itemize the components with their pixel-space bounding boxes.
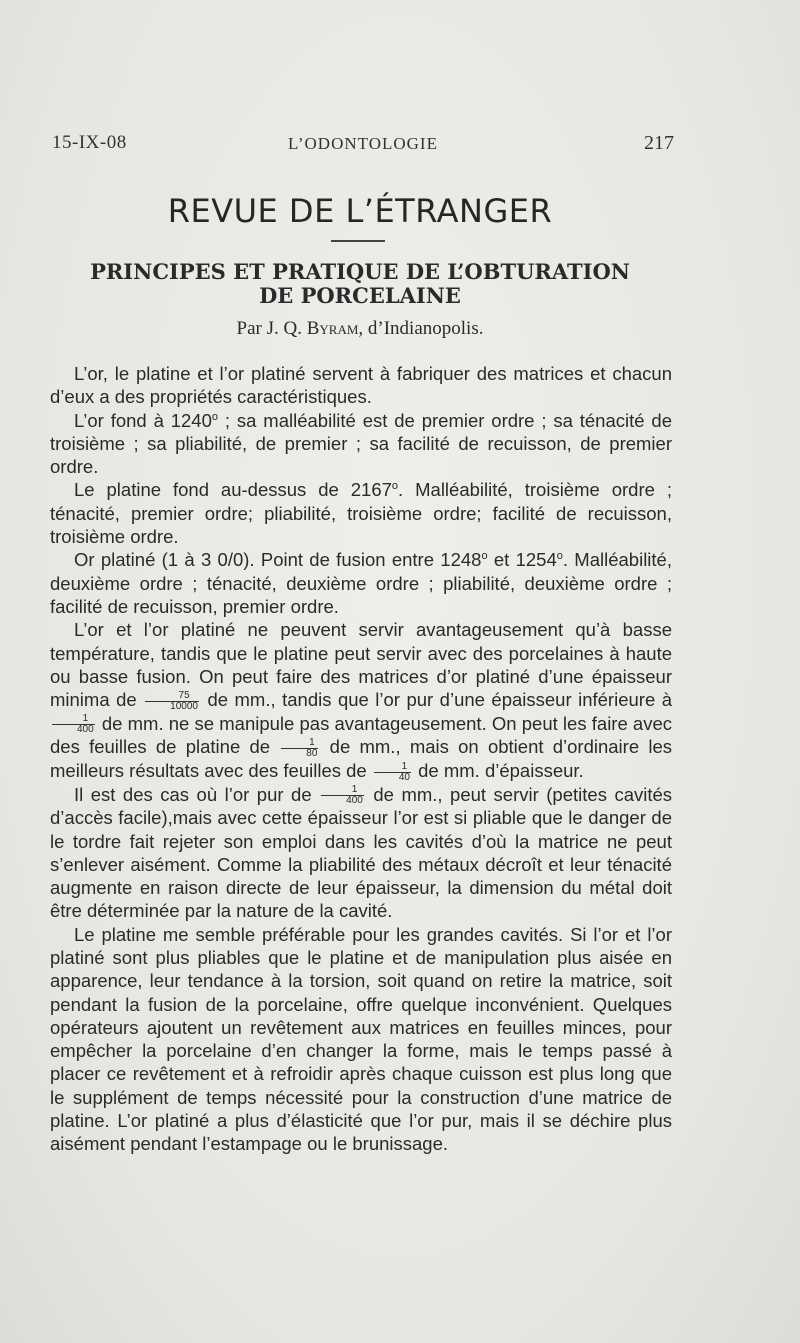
running-header bbox=[52, 132, 674, 162]
title-rule bbox=[331, 240, 385, 242]
text-run: de mm., tandis que l’or pur d’une épaisseur inférieure à bbox=[207, 689, 673, 711]
degree-mark: o bbox=[481, 550, 488, 563]
text-run: de mm. d’épaisseur. bbox=[418, 759, 584, 781]
fraction bbox=[321, 785, 364, 806]
page-number: 217 bbox=[644, 132, 674, 154]
numerator: 1 bbox=[281, 738, 318, 749]
paragraph-2 bbox=[50, 409, 672, 479]
paragraph-7: Le platine me semble préférable pour les grandes cavités. Si l’or et l’or platiné sont plus pliables que le platine et de manipulation plus aisée en apparence, leur tendance à la torsion, soit quand on retire la matrice, soit pendant la fusion de la porcelaine, offre quelque inconvénient. Quelques opérateurs ajoutent un revêtement aux matrices en feuilles minces, pour empêcher la porcelaine d’en changer la forme, mais le temps passé à placer ce revêtement et à refroidir après chaque cuisson est plus long que le supplément de temps nécessité pour la construction d’une matrice de platine. L’or platiné a plus d’élasticité que l’or pur, mais il se déchire plus aisément pendant l’estampage ou le brunissage. bbox=[50, 923, 672, 1155]
fraction bbox=[145, 691, 199, 712]
byline-author: Byram bbox=[306, 318, 359, 339]
denominator: 80 bbox=[306, 747, 318, 759]
text-run: de mm., peut servir (petites cavités d’accès facile),mais avec cette épaisseur l’or est si pliable que le danger de le tordre fait rejeter son emploi dans les cavités d’où la matrice ne peut s’enlever aisément. Comme la pliabilité des métaux décroît et leur ténacité augmente en raison directe de leur épaisseur, la dimension du métal doit être déterminée par la nature de la cavité. bbox=[50, 783, 673, 922]
article-title-line-1: PRINCIPES ET PRATIQUE DE L’OBTURATION bbox=[90, 259, 630, 284]
text-run: ; sa malléabilité est de premier ordre ; sa ténacité de troisième ; sa pliabilité, de premier ; sa facilité de recuisson, de premier ordre. bbox=[50, 409, 672, 478]
fraction bbox=[281, 738, 318, 759]
text-run: et 1254 bbox=[487, 549, 557, 571]
text-run: Le platine fond au-dessus de 2167 bbox=[74, 479, 392, 501]
text-run: Or platiné (1 à 3 0/0). Point de fusion entre 1248 bbox=[74, 549, 482, 571]
article-title-line-2: DE PORCELAINE bbox=[259, 283, 461, 308]
denominator: 400 bbox=[77, 724, 94, 736]
numerator: 1 bbox=[52, 714, 95, 725]
degree-mark: o bbox=[211, 410, 219, 423]
article-title bbox=[40, 260, 680, 308]
denominator: 400 bbox=[346, 795, 363, 807]
paragraph-3 bbox=[50, 478, 672, 548]
numerator: 1 bbox=[374, 762, 411, 773]
journal-title: L’ODONTOLOGIE bbox=[288, 134, 438, 153]
numerator: 1 bbox=[321, 785, 364, 796]
text-run: . Malléabilité, troisième ordre ; ténacité, premier ordre; pliabilité, troisième ordre; facilité de recuisson, troisième ordre. bbox=[50, 479, 672, 548]
denominator: 40 bbox=[398, 771, 410, 783]
section-title: REVUE DE L’ÉTRANGER bbox=[167, 192, 553, 230]
paragraph-6 bbox=[50, 783, 672, 923]
denominator: 10000 bbox=[170, 700, 198, 712]
fraction bbox=[52, 714, 95, 735]
byline-suffix: , d’Indianopolis. bbox=[358, 318, 484, 339]
issue-date: 15-IX-08 bbox=[52, 132, 127, 153]
degree-mark: o bbox=[391, 480, 399, 493]
paragraph-4 bbox=[50, 548, 672, 618]
paragraph-1: L’or, le platine et l’or platiné servent à fabriquer des matrices et chacun d’eux a des propriétés caractéristiques. bbox=[50, 363, 672, 408]
byline bbox=[40, 318, 680, 340]
numerator: 75 bbox=[145, 691, 199, 702]
paragraph-5 bbox=[50, 618, 672, 782]
byline-prefix: Par J. Q. bbox=[236, 318, 307, 339]
text-run: L’or fond à 1240 bbox=[74, 409, 212, 431]
text-run: Il est des cas où l’or pur de bbox=[74, 783, 312, 805]
text-run: de mm., mais on obtient d’ordinaire les meilleurs résultats avec des feuilles de bbox=[50, 736, 673, 781]
text-run: L’or et l’or platiné ne peuvent servir avantageusement qu’à basse température, tandis que le platine peut servir avec des porcelaines à haute ou basse fusion. On peut faire des matrices d’or platiné d’une épaisseur minima de bbox=[50, 619, 672, 711]
degree-mark: o bbox=[556, 550, 563, 563]
article-body bbox=[50, 362, 672, 1156]
text-run: . Malléabilité, deuxième ordre ; ténacité, deuxième ordre ; pliabilité, deuxième ordre ; facilité de recuisson, premier ordre. bbox=[50, 549, 672, 617]
text-run: de mm. ne se manipule pas avantageusement. On peut les faire avec des feuilles de platine de bbox=[50, 712, 673, 758]
fraction bbox=[374, 762, 411, 783]
